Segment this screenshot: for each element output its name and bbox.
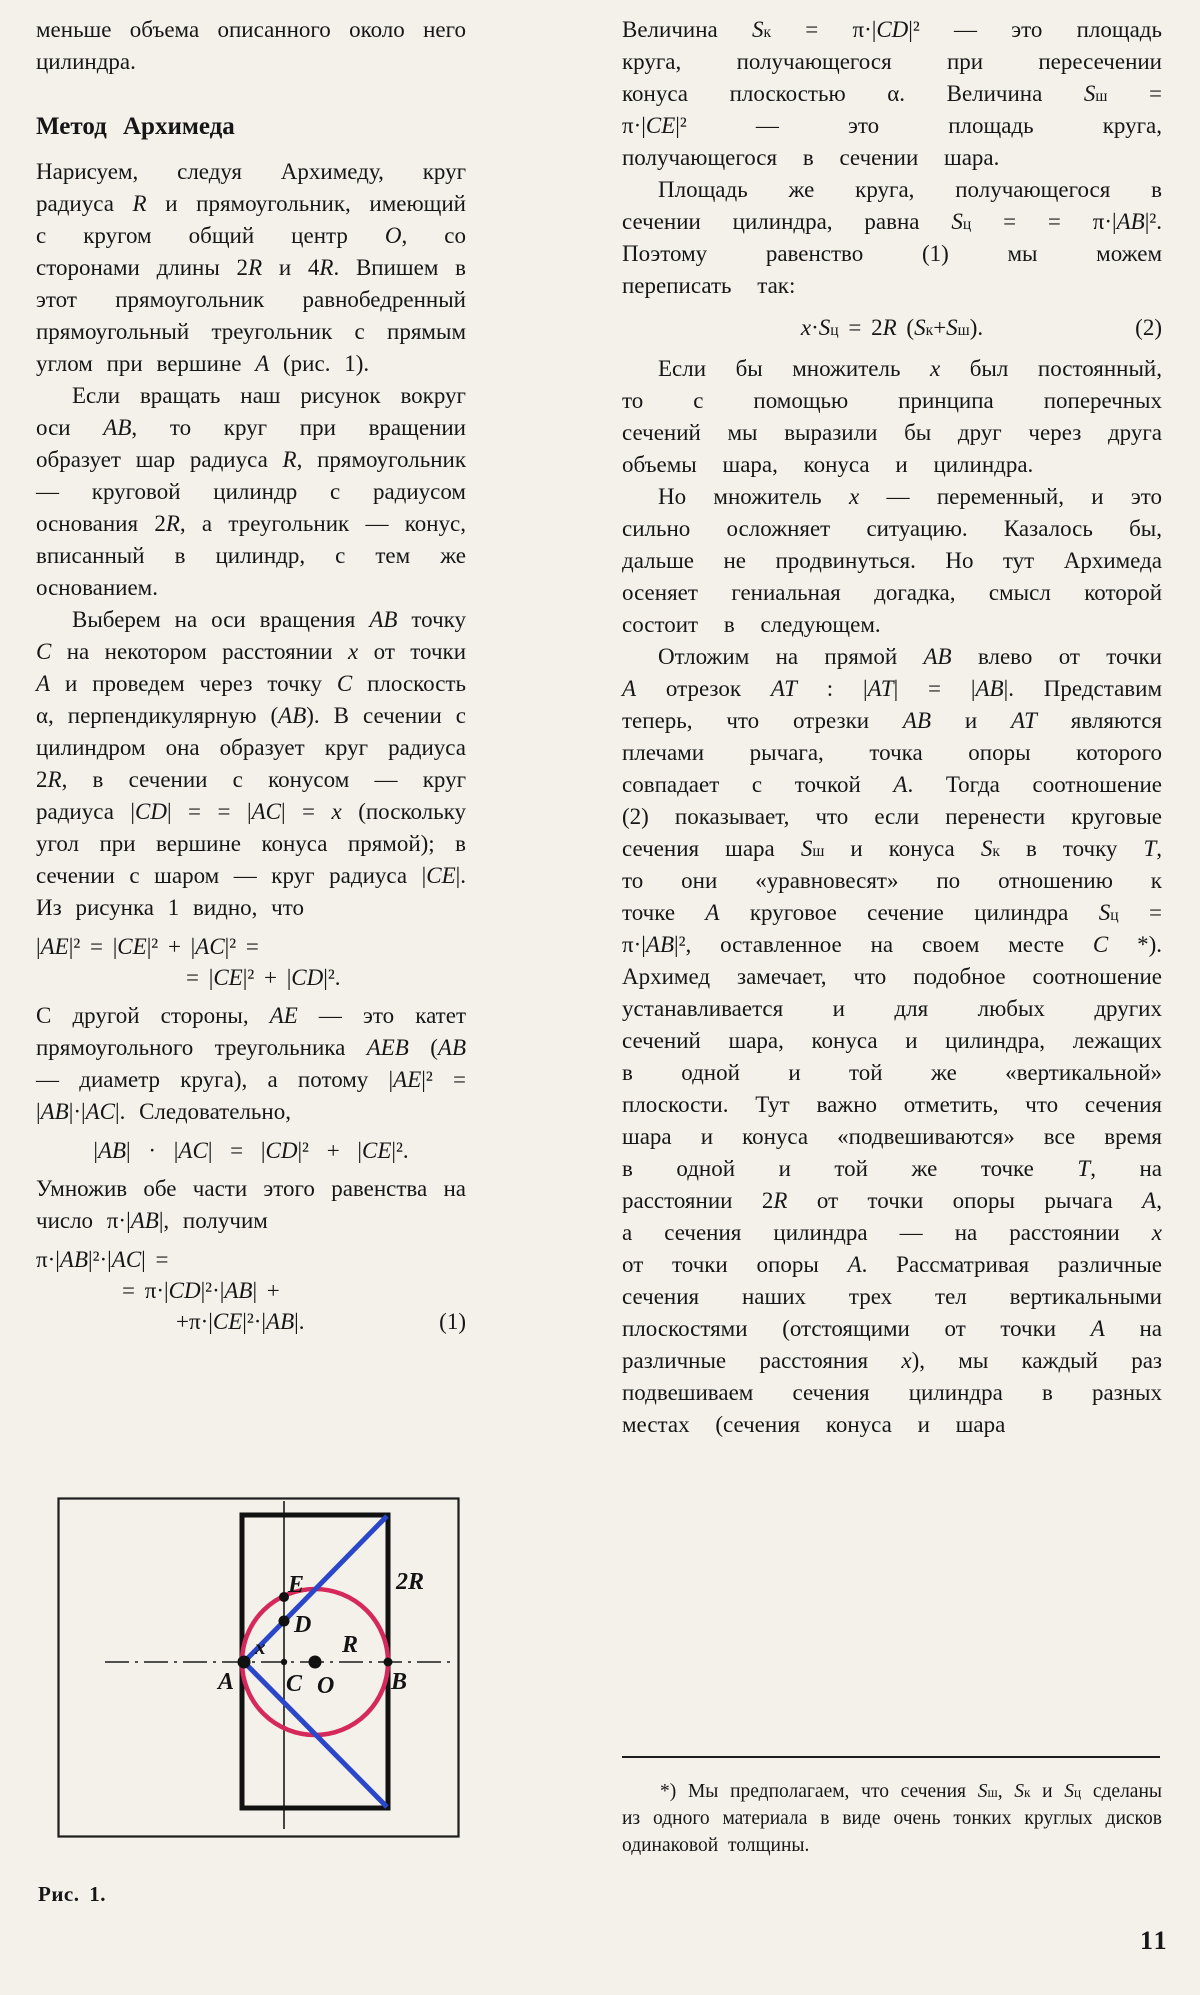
equation-ab-ac: |AB| · |AC| = |CD|² + |CE|². <box>93 1138 409 1163</box>
footnote-rule <box>622 1756 1160 1758</box>
paragraph: Нарисуем, следуя Архимеду, круг радиуса R и прямоугольник, имеющий с кругом общий центр O, со сторонами длины 2R и 4R. Впишем в этот прямоугольник равнобедренный прямоугольный треугольник с прямым углом при вершине A (рис. 1). <box>36 159 466 376</box>
paragraph: Умножив обе части этого равенства на число π·|AB|, получим <box>36 1176 466 1233</box>
figure-drawing <box>57 1497 460 1838</box>
equation-2 <box>622 312 1162 343</box>
paragraph: Если вращать наш рисунок вокруг оси AB, то круг при вращении образует шар радиуса R, прямоугольник — круговой цилиндр с радиусом основания 2R, а треугольник — конус, вписанный в цилиндр, с тем же основанием. <box>36 383 466 600</box>
paragraph: Отложим на прямой AB влево от точки A отрезок AT : |AT| = |AB|. Представим теперь, что отрезки AB и AT являются плечами рычага, точка опоры которого совпадает с точкой A. Тогда соотношение (2) показывает, что если перенести круговые сечения шара $S_ш$ и конуса $S_к$ в точку T, то они «уравновесят» по отношению к точке A круговое сечение цилиндра $S_ц = \pi\cdot|AB|^2$, оставленное на своем месте C *). Архимед замечает, что подобное соотношение устанавливается и для любых других сечений шара, конуса и цилиндра, лежащих в одной и той же «вертикальной» плоскости. Тут важно отметить, что сечения шара и конуса «подвешиваются» все время в одной и той же точке T, на расстоянии 2R от точки опоры рычага A, а сечения цилиндра — на расстоянии x от точки опоры A. Рассматривая различные сечения наших трех тел вертикальными плоскостями (отстоящими от точки A на различные расстояния x), мы каждый раз подвешиваем сечения цилиндра в разных местах (сечения конуса и шара <box>622 644 1163 1437</box>
equation-line: = |CE|² + |CD|². <box>186 965 341 990</box>
left-column <box>36 14 466 1344</box>
equation-line <box>176 1306 466 1337</box>
right-column <box>622 14 1162 1441</box>
point-O <box>309 1656 322 1669</box>
equation-ae <box>36 931 466 993</box>
label-2R: 2R <box>396 1569 425 1595</box>
figure-frame <box>59 1499 459 1837</box>
label-D: D <box>294 1612 312 1638</box>
equation-line: = π·|CD|²·|AB| + <box>122 1278 280 1303</box>
paragraph-intro: меньше объема описанного около него цилиндра. <box>36 17 466 74</box>
point-C <box>281 1659 287 1665</box>
footnote-text: *) Мы предполагаем, что сечения $S_ш$, $S_к$ и $S_ц$ сделаны из одного материала в виде очень тонких круглых дисков одинаковой толщины. <box>622 1781 1162 1856</box>
label-B: B <box>391 1669 408 1695</box>
equation-number: (2) <box>1135 315 1162 340</box>
label-x: x <box>255 1635 266 1659</box>
paragraph: Выберем на оси вращения AB точку C на некотором расстоянии x от точки A и проведем через точку C плоскость α, перпендикулярную (AB). В сечении с цилиндром она образует круг радиуса 2R, в сечении с конусом — круг радиуса |CD| = = |AC| = x (поскольку угол при вершине конуса прямой); в сечении с шаром — круг радиуса |CE|. Из рисунка 1 видно, что <box>36 607 466 920</box>
label-O: O <box>317 1673 335 1699</box>
figure-caption: Рис. 1. <box>38 1882 106 1906</box>
equation-line: |AE|² = |CE|² + |AC|² = <box>36 934 259 959</box>
equation-term: $x\cdot S_ц = 2R$ $(S_к+S_ш)$. <box>800 315 984 340</box>
equation-line: π·|AB|²·|AC| = <box>36 1247 169 1272</box>
equation-number: (1) <box>439 1309 466 1334</box>
point-D <box>279 1616 290 1627</box>
paragraph: С другой стороны, AE — это катет прямоугольного треугольника AEB (AB — диаметр круга), а потому |AE|² = |AB|·|AC|. Следовательно, <box>36 1003 466 1124</box>
footnote <box>622 1756 1162 1859</box>
figure-1 <box>57 1497 460 1838</box>
label-C: C <box>286 1671 303 1697</box>
label-R: R <box>342 1632 359 1658</box>
label-E: E <box>288 1572 305 1598</box>
page-number: 11 <box>1140 1926 1169 1955</box>
point-A <box>238 1656 251 1669</box>
point-B <box>384 1658 393 1667</box>
cone-side-lower <box>244 1662 387 1807</box>
paragraph: Но множитель x — переменный, и это сильно осложняет ситуацию. Казалось бы, дальше не продвинуться. Но тут Архимеда осеняет гениальная догадка, смысл которой состоит в следующем. <box>622 484 1163 637</box>
paragraph: Площадь же круга, получающегося в сечении цилиндра, равна $S_ц$ = = π·|AB|². Поэтому равенство (1) мы можем переписать так: <box>622 177 1162 298</box>
paragraph: Величина $S_к = \pi\cdot|CD|^2$ — это площадь круга, получающегося при пересечении конуса плоскостью α. Величина $S_ш = \pi\cdot|CE|^2$ — это площадь круга, получающегося в сечении шара. <box>622 17 1162 170</box>
paragraph: Если бы множитель x был постоянный, то с помощью принципа поперечных сечений мы выразили бы друг через друга объемы шара, конуса и цилиндра. <box>622 356 1162 477</box>
equation-term: +π·|CE|²·|AB|. <box>176 1309 305 1334</box>
label-A: A <box>218 1669 235 1695</box>
equation-1 <box>36 1244 466 1337</box>
section-heading: Метод Архимеда <box>36 113 235 140</box>
